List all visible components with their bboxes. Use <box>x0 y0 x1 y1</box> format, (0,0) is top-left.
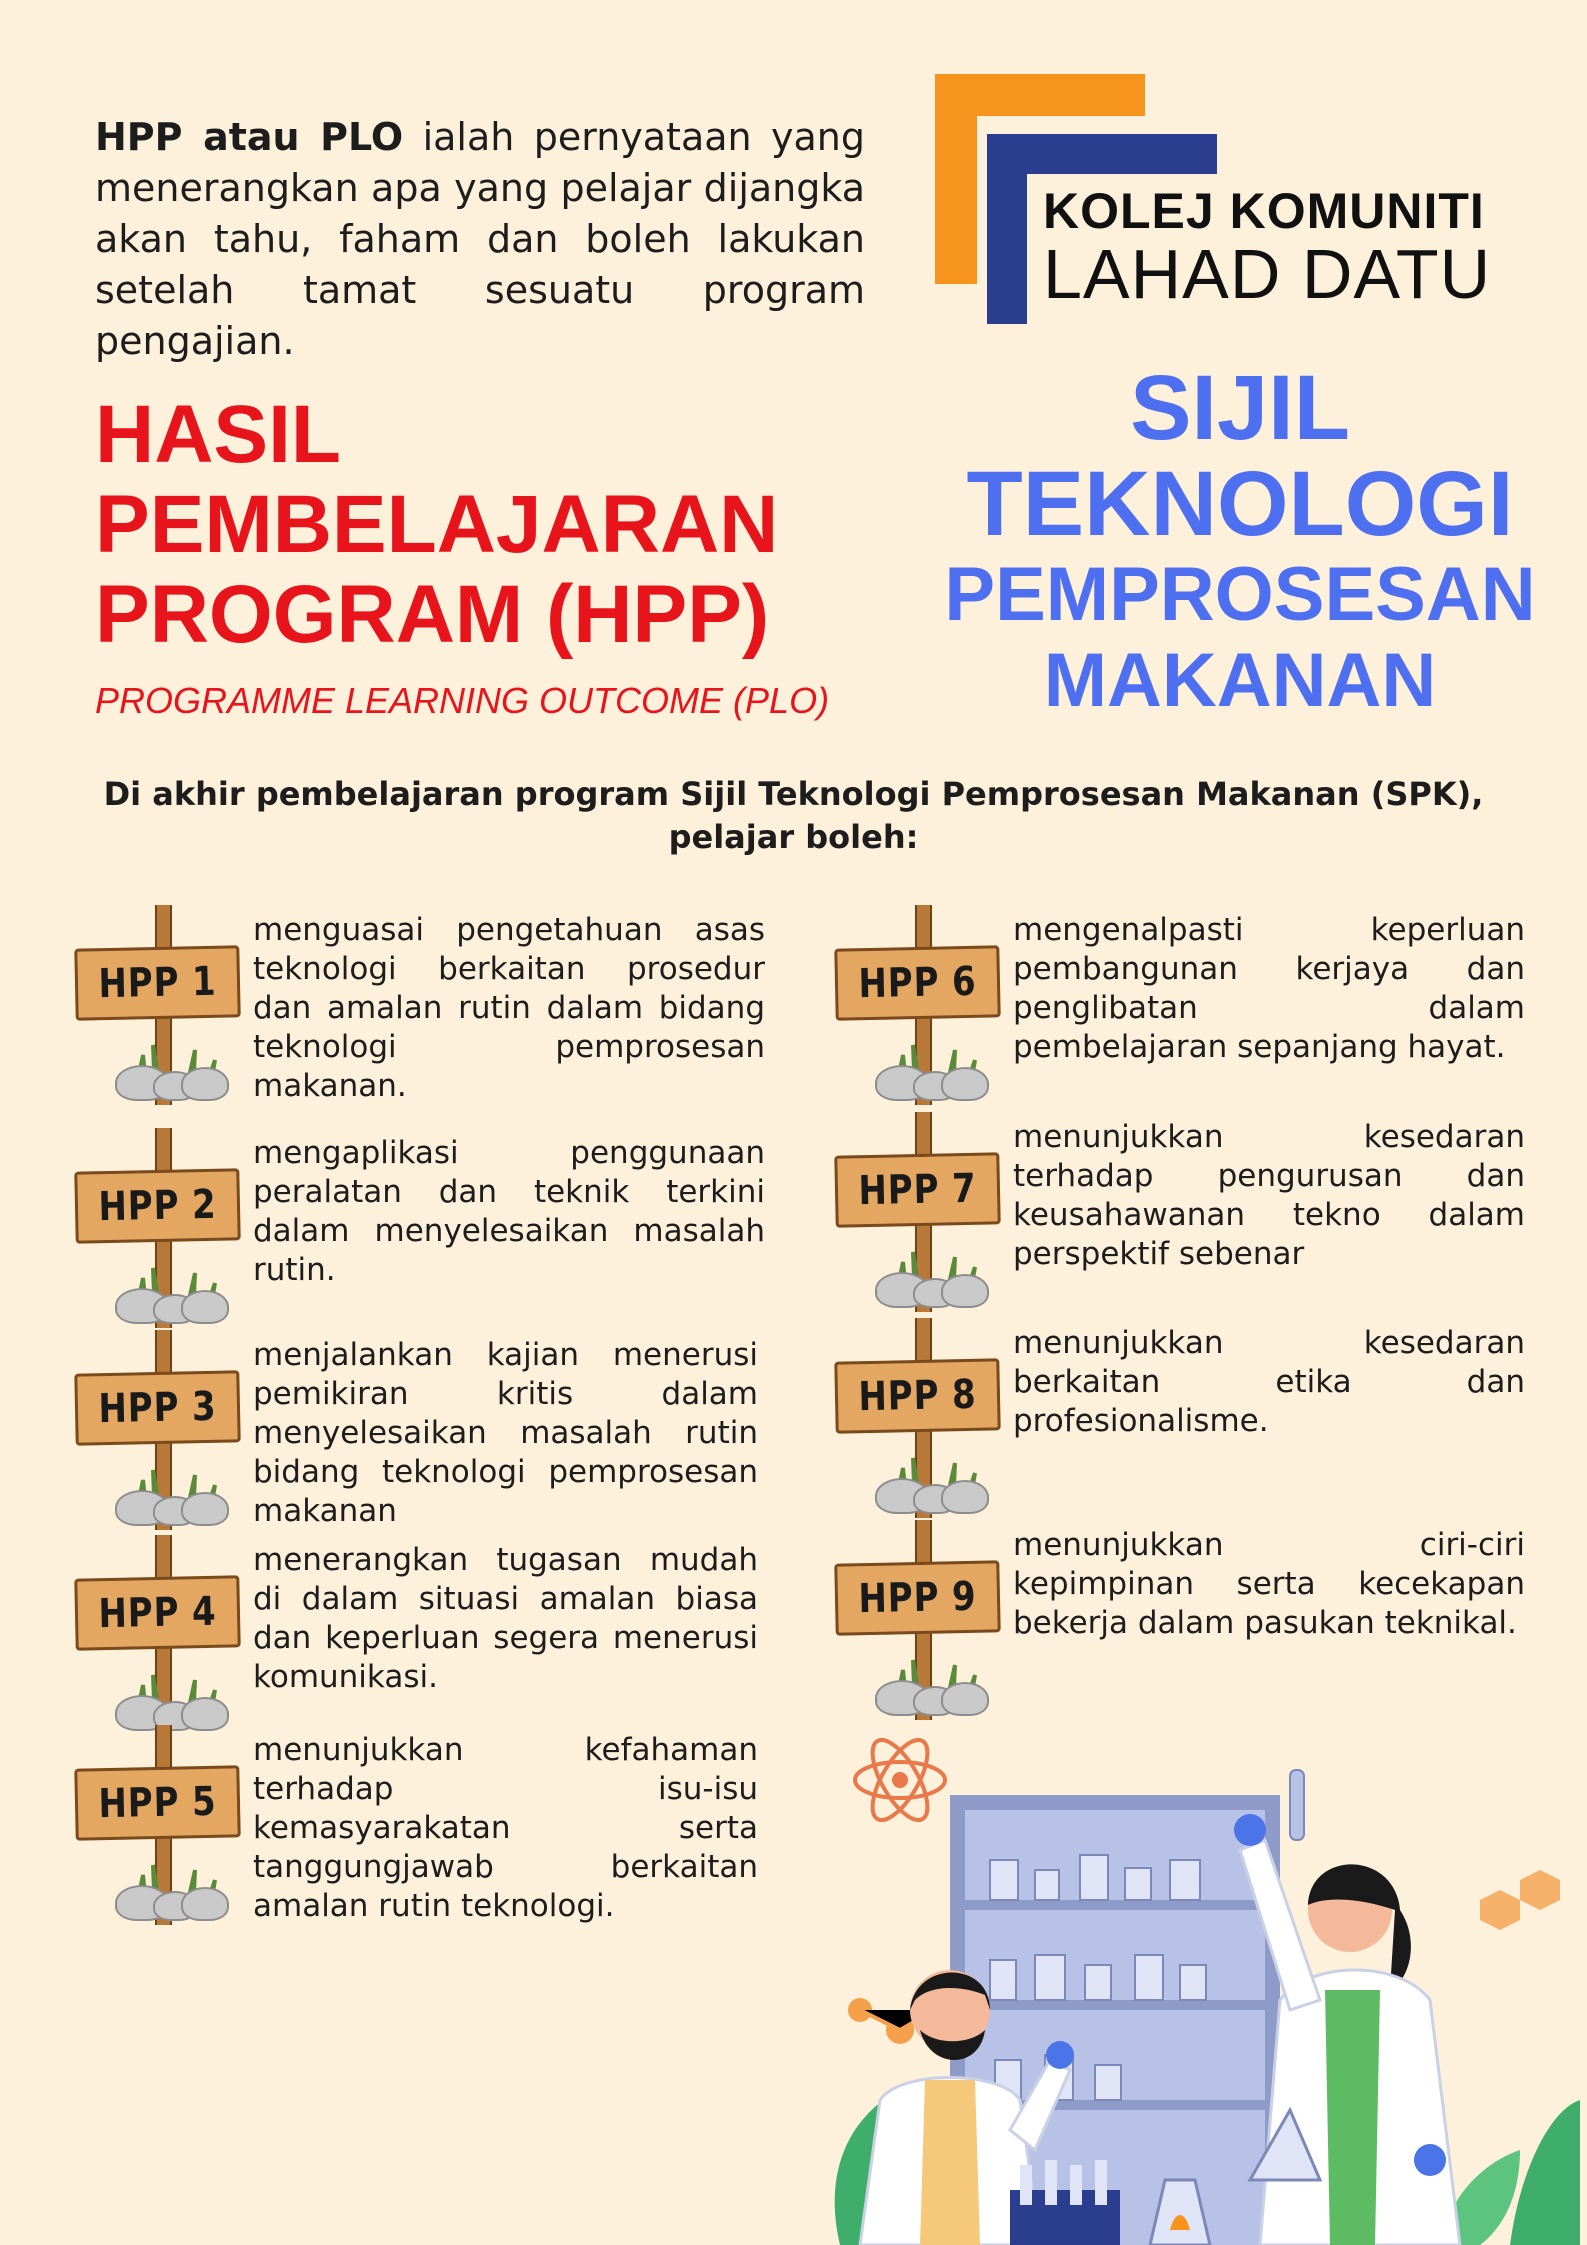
stones-icon <box>115 1482 225 1524</box>
hpp-sign <box>834 945 1000 1020</box>
stones-icon <box>115 1877 225 1919</box>
college-logo <box>935 74 1555 324</box>
hpp-sign-label: HPP 7 <box>858 1165 977 1215</box>
hpp-sign-label: HPP 6 <box>858 958 977 1008</box>
outcome-text: menunjukkan ciri-ciri kepimpinan serta kecekapan bekerja dalam pasukan teknikal. <box>1013 1527 1525 1641</box>
hpp-title <box>95 390 855 660</box>
outcome-text: menunjukkan kefahaman terhadap isu-isu kemasyarakatan serta tanggungjawab berkaitan amalan rutin teknologi. <box>253 1732 758 1924</box>
hpp-title-line-1: HASIL <box>95 389 341 480</box>
hpp-sign-label: HPP 4 <box>98 1588 217 1638</box>
outcome-text: menunjukkan kesedaran terhadap pengurusan dan keusahawanan tekno dalam perspektif sebenar <box>1013 1119 1525 1272</box>
program-title-line-3: PEMPROSESAN <box>944 552 1536 637</box>
program-title-line-4: MAKANAN <box>1043 638 1437 723</box>
outcome-item-hpp6 <box>835 905 1587 1095</box>
outcome-text: menjalankan kajian menerusi pemikiran kritis dalam menyelesaikan masalah rutin bidang teknologi pemprosesan makanan <box>253 1337 758 1529</box>
outcome-text: menerangkan tugasan mudah di dalam situasi amalan biasa dan keperluan segera menerusi komunikasi. <box>253 1542 758 1695</box>
program-title <box>920 357 1560 724</box>
stones-icon <box>115 1280 225 1322</box>
hpp-sign <box>74 1370 240 1445</box>
stones-icon <box>875 1264 985 1306</box>
logo-line-2: LAHAD DATU <box>1043 235 1492 313</box>
hpp-sign <box>834 1560 1000 1635</box>
hpp-sign <box>834 1152 1000 1227</box>
stones-icon <box>875 1672 985 1714</box>
hpp-sign <box>74 945 240 1020</box>
lead-line-1: Di akhir pembelajaran program Sijil Teknologi Pemprosesan Makanan (SPK), <box>103 775 1484 813</box>
outcome-item-hpp2 <box>75 1128 835 1318</box>
hpp-sign-label: HPP 3 <box>98 1383 217 1433</box>
intro-paragraph <box>95 112 865 367</box>
hpp-sign <box>74 1168 240 1243</box>
hpp-title-line-2: PEMBELAJARAN <box>95 479 779 570</box>
outcome-item-hpp3 <box>75 1330 835 1529</box>
hpp-sign-label: HPP 5 <box>98 1778 217 1828</box>
outcome-text: mengaplikasi penggunaan peralatan dan teknik terkini dalam menyelesaikan masalah rutin. <box>253 1135 765 1288</box>
outcome-item-hpp7 <box>835 1112 1587 1302</box>
outcome-item-hpp5 <box>75 1725 835 1924</box>
hpp-sign-label: HPP 8 <box>858 1371 977 1421</box>
lead-sentence <box>60 773 1527 859</box>
plo-subtitle: PROGRAMME LEARNING OUTCOME (PLO) <box>95 680 830 721</box>
outcome-item-hpp9 <box>835 1520 1587 1710</box>
outcome-item-hpp1 <box>75 905 835 1104</box>
stones-icon <box>875 1057 985 1099</box>
hpp-sign <box>74 1575 240 1650</box>
lead-line-2: pelajar boleh: <box>668 818 919 856</box>
outcome-item-hpp4 <box>75 1535 835 1725</box>
intro-text: ialah pernyataan yang menerangkan apa yang pelajar dijangka akan tahu, faham dan boleh lakukan setelah tamat sesuatu program pengajian. <box>95 115 866 363</box>
hpp-sign-label: HPP 2 <box>98 1181 217 1231</box>
hpp-sign-label: HPP 1 <box>98 958 217 1008</box>
hpp-sign <box>834 1358 1000 1433</box>
outcome-text: menguasai pengetahuan asas teknologi berkaitan prosedur dan amalan rutin dalam bidang teknologi pemprosesan makanan. <box>253 912 765 1104</box>
stones-icon <box>875 1470 985 1512</box>
hpp-sign-label: HPP 9 <box>858 1573 977 1623</box>
stones-icon <box>115 1057 225 1099</box>
outcome-text: mengenalpasti keperluan pembangunan kerjaya dan penglibatan dalam pembelajaran sepanjang hayat. <box>1013 912 1525 1065</box>
stones-icon <box>115 1687 225 1729</box>
logo-line-1: KOLEJ KOMUNITI <box>1043 183 1485 239</box>
hpp-sign <box>74 1765 240 1840</box>
laboratory-scientists-illustration <box>820 1710 1580 2245</box>
program-title-line-1: SIJIL <box>1130 357 1350 459</box>
outcome-text: menunjukkan kesedaran berkaitan etika dan profesionalisme. <box>1013 1325 1525 1439</box>
intro-bold: HPP atau PLO <box>95 115 404 159</box>
hpp-title-line-3: PROGRAM (HPP) <box>95 569 770 660</box>
outcome-item-hpp8 <box>835 1318 1587 1508</box>
program-title-line-2: TEKNOLOGI <box>966 453 1514 555</box>
